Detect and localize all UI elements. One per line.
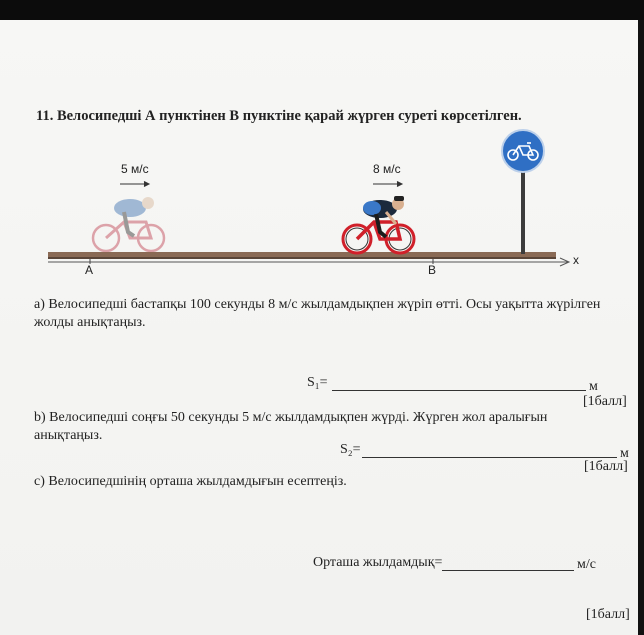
cyclist-b [343, 196, 414, 253]
problem-title: 11. Велосипедші А пунктінен В пунктіне қарай жүрген суреті көрсетілген. [36, 108, 522, 124]
part-b-text-line1: b) Велосипедші соңғы 50 секунды 5 м/с жылдамдықпен жүрді. Жүрген жол аралығын [34, 410, 548, 425]
c-points: [1балл] [586, 607, 630, 622]
s2-answer-line[interactable] [362, 457, 617, 458]
point-b-label: B [428, 263, 437, 277]
part-a-text-line2: жолды анықтаңыз. [34, 315, 146, 330]
s1-points: [1балл] [583, 394, 627, 409]
bicycle-sign [502, 130, 544, 254]
part-c-text-line1: с) Велосипедшінің орташа жылдамдығын есептеңіз. [34, 474, 347, 489]
cyclist-a [93, 197, 164, 251]
s2-label: S₂= [340, 442, 361, 457]
avg-speed-label: Орташа жылдамдық= [313, 555, 443, 570]
s1-label: S₁= [307, 375, 328, 390]
part-a-text-line1: а) Велосипедші бастапқы 100 секунды 8 м/с жылдамдықпен жүріп өтті. Осы уақытта жүрілген [34, 297, 601, 312]
s1-unit: м [589, 379, 598, 394]
speed-b-label: 8 м/с [373, 162, 401, 176]
s2-points: [1балл] [584, 459, 628, 474]
axis-x-label: x [573, 253, 579, 267]
speed-a-label: 5 м/с [121, 162, 149, 176]
s1-answer-line[interactable] [332, 390, 586, 391]
point-a-label: A [85, 263, 94, 277]
s2-unit: м [620, 446, 629, 461]
part-b-text-line2: анықтаңыз. [34, 428, 103, 443]
avg-speed-answer-line[interactable] [442, 570, 574, 571]
road [48, 252, 556, 257]
avg-speed-unit: м/с [577, 557, 596, 572]
